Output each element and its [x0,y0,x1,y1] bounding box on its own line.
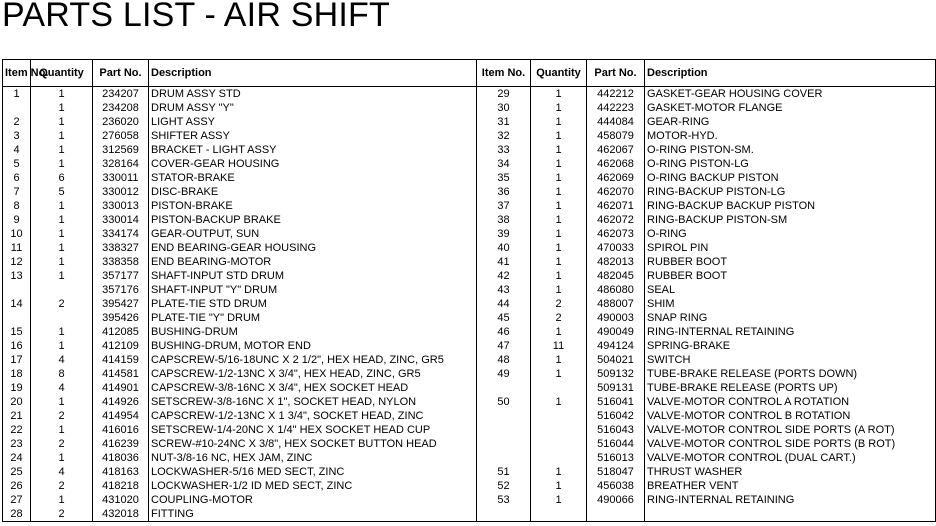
cell-quantity-2: 1 [531,395,587,409]
cell-part-no-2: 486080 [587,283,645,297]
cell-item-no-2: 53 [477,493,531,507]
cell-item-no: 9 [3,213,31,227]
cell-description-2: MOTOR-HYD. [645,129,936,143]
cell-quantity: 2 [31,297,93,311]
cell-item-no-2: 31 [477,115,531,129]
cell-description: SHAFT-INPUT STD DRUM [149,269,477,283]
cell-part-no-2: 442212 [587,87,645,102]
cell-quantity-2: 1 [531,325,587,339]
cell-description-2: SPRING-BRAKE [645,339,936,353]
cell-item-no: 15 [3,325,31,339]
cell-part-no-2: 490003 [587,311,645,325]
cell-description-2: VALVE-MOTOR CONTROL (DUAL CART.) [645,451,936,465]
table-row [3,171,936,185]
cell-part-no: 312569 [93,143,149,157]
cell-quantity: 1 [31,101,93,115]
cell-quantity: 1 [31,423,93,437]
cell-part-no: 412085 [93,325,149,339]
cell-description: SHAFT-INPUT "Y" DRUM [149,283,477,297]
header-description-2: Description [645,60,936,87]
table-row [3,409,936,423]
cell-quantity [31,311,93,325]
cell-part-no: 414159 [93,353,149,367]
cell-item-no: 24 [3,451,31,465]
table-row [3,423,936,437]
cell-part-no: 357177 [93,269,149,283]
cell-description: PLATE-TIE "Y" DRUM [149,311,477,325]
cell-description: CAPSCREW-5/16-18UNC X 2 1/2", HEX HEAD, ZINC, GR5 [149,353,477,367]
cell-quantity: 5 [31,185,93,199]
cell-item-no-2: 38 [477,213,531,227]
cell-part-no: 414901 [93,381,149,395]
cell-item-no-2: 33 [477,143,531,157]
cell-description-2: RING-BACKUP PISTON-LG [645,185,936,199]
cell-description-2: GASKET-MOTOR FLANGE [645,101,936,115]
cell-description: LOCKWASHER-1/2 ID MED SECT, ZINC [149,479,477,493]
cell-quantity-2: 1 [531,101,587,115]
cell-quantity-2: 1 [531,129,587,143]
cell-item-no-2: 32 [477,129,531,143]
cell-part-no-2: 462069 [587,171,645,185]
cell-quantity: 1 [31,87,93,102]
table-row [3,255,936,269]
cell-part-no-2: 462072 [587,213,645,227]
table-row [3,325,936,339]
cell-description-2: RUBBER BOOT [645,255,936,269]
header-description: Description [149,60,477,87]
cell-description: CAPSCREW-1/2-13NC X 3/4", HEX HEAD, ZINC, GR5 [149,367,477,381]
cell-item-no-2: 47 [477,339,531,353]
cell-description: BRACKET - LIGHT ASSY [149,143,477,157]
cell-quantity: 1 [31,157,93,171]
cell-quantity-2 [531,381,587,395]
cell-quantity-2: 1 [531,157,587,171]
cell-part-no-2: 462068 [587,157,645,171]
table-row [3,115,936,129]
cell-quantity-2: 1 [531,241,587,255]
parts-table [2,59,936,522]
cell-description: LIGHT ASSY [149,115,477,129]
cell-part-no: 431020 [93,493,149,507]
cell-description-2: O-RING PISTON-SM. [645,143,936,157]
table-row [3,269,936,283]
cell-item-no-2: 40 [477,241,531,255]
cell-quantity-2 [531,409,587,423]
cell-description: DRUM ASSY STD [149,87,477,102]
cell-part-no: 334174 [93,227,149,241]
cell-item-no-2: 52 [477,479,531,493]
cell-part-no: 357176 [93,283,149,297]
cell-description: PISTON-BACKUP BRAKE [149,213,477,227]
cell-description-2: RING-INTERNAL RETAINING [645,325,936,339]
cell-quantity-2: 1 [531,227,587,241]
cell-quantity: 4 [31,465,93,479]
cell-description: BUSHING-DRUM [149,325,477,339]
cell-item-no-2 [477,381,531,395]
cell-part-no-2: 516042 [587,409,645,423]
cell-description: SETSCREW-3/8-16NC X 1", SOCKET HEAD, NYLON [149,395,477,409]
cell-quantity: 2 [31,437,93,451]
cell-quantity-2: 2 [531,297,587,311]
cell-description: SHIFTER ASSY [149,129,477,143]
cell-description-2: BREATHER VENT [645,479,936,493]
cell-item-no-2: 36 [477,185,531,199]
cell-part-no: 234208 [93,101,149,115]
cell-item-no-2: 45 [477,311,531,325]
cell-item-no: 19 [3,381,31,395]
cell-item-no-2 [477,409,531,423]
cell-part-no-2: 494124 [587,339,645,353]
cell-part-no: 236020 [93,115,149,129]
cell-quantity: 1 [31,339,93,353]
cell-part-no-2: 482013 [587,255,645,269]
cell-description-2: SHIM [645,297,936,311]
cell-quantity: 6 [31,171,93,185]
cell-quantity-2 [531,423,587,437]
cell-description-2: SPIROL PIN [645,241,936,255]
cell-item-no: 10 [3,227,31,241]
cell-quantity: 4 [31,353,93,367]
table-row [3,87,936,102]
cell-item-no: 12 [3,255,31,269]
cell-quantity-2: 1 [531,199,587,213]
cell-part-no: 418163 [93,465,149,479]
cell-part-no-2: 516013 [587,451,645,465]
cell-quantity: 1 [31,213,93,227]
cell-part-no-2: 518047 [587,465,645,479]
cell-quantity-2: 1 [531,115,587,129]
cell-description-2: VALVE-MOTOR CONTROL SIDE PORTS (A ROT) [645,423,936,437]
cell-part-no: 418036 [93,451,149,465]
table-row [3,479,936,493]
cell-quantity: 1 [31,143,93,157]
cell-quantity: 1 [31,325,93,339]
cell-quantity-2: 1 [531,171,587,185]
cell-item-no: 22 [3,423,31,437]
cell-quantity [31,283,93,297]
cell-item-no: 17 [3,353,31,367]
table-row [3,241,936,255]
table-row [3,339,936,353]
cell-item-no: 5 [3,157,31,171]
cell-part-no: 412109 [93,339,149,353]
cell-part-no: 338358 [93,255,149,269]
cell-part-no-2: 462067 [587,143,645,157]
cell-part-no: 330012 [93,185,149,199]
cell-quantity-2: 1 [531,213,587,227]
table-row [3,227,936,241]
cell-description: COUPLING-MOTOR [149,493,477,507]
header-part-no-2: Part No. [587,60,645,87]
cell-part-no: 330011 [93,171,149,185]
cell-quantity: 8 [31,367,93,381]
cell-description: SETSCREW-1/4-20NC X 1/4" HEX SOCKET HEAD CUP [149,423,477,437]
cell-description-2: VALVE-MOTOR CONTROL A ROTATION [645,395,936,409]
cell-part-no-2: 462070 [587,185,645,199]
cell-quantity-2: 2 [531,311,587,325]
cell-part-no-2: 444084 [587,115,645,129]
table-row [3,395,936,409]
cell-quantity: 2 [31,507,93,522]
cell-part-no-2: 490049 [587,325,645,339]
cell-item-no: 13 [3,269,31,283]
cell-description: GEAR-OUTPUT, SUN [149,227,477,241]
cell-part-no: 416239 [93,437,149,451]
cell-part-no: 330014 [93,213,149,227]
cell-quantity-2 [531,507,587,522]
cell-item-no: 20 [3,395,31,409]
table-row [3,129,936,143]
cell-part-no-2: 462073 [587,227,645,241]
cell-quantity-2: 1 [531,465,587,479]
cell-item-no: 4 [3,143,31,157]
cell-part-no: 395427 [93,297,149,311]
header-item-no-2: Item No. [477,60,531,87]
cell-description-2: O-RING PISTON-LG [645,157,936,171]
cell-part-no: 414926 [93,395,149,409]
cell-quantity: 1 [31,255,93,269]
cell-description: NUT-3/8-16 NC, HEX JAM, ZINC [149,451,477,465]
cell-description: CAPSCREW-3/8-16NC X 3/4", HEX SOCKET HEAD [149,381,477,395]
cell-item-no-2: 50 [477,395,531,409]
cell-part-no-2: 462071 [587,199,645,213]
cell-quantity: 2 [31,479,93,493]
cell-item-no: 3 [3,129,31,143]
cell-part-no-2: 458079 [587,129,645,143]
cell-item-no: 25 [3,465,31,479]
cell-quantity: 2 [31,409,93,423]
header-quantity: Quantity [31,60,93,87]
cell-description-2: GASKET-GEAR HOUSING COVER [645,87,936,102]
cell-description-2: VALVE-MOTOR CONTROL SIDE PORTS (B ROT) [645,437,936,451]
table-row [3,493,936,507]
table-row [3,185,936,199]
page-title: PARTS LIST - AIR SHIFT [2,0,390,34]
table-row [3,311,936,325]
cell-item-no: 21 [3,409,31,423]
cell-description-2: TUBE-BRAKE RELEASE (PORTS UP) [645,381,936,395]
cell-description-2: RING-BACKUP PISTON-SM [645,213,936,227]
cell-item-no: 16 [3,339,31,353]
cell-part-no: 276058 [93,129,149,143]
cell-item-no [3,311,31,325]
cell-item-no-2: 48 [477,353,531,367]
cell-part-no: 330013 [93,199,149,213]
cell-quantity-2: 1 [531,255,587,269]
cell-description: PLATE-TIE STD DRUM [149,297,477,311]
cell-description: DISC-BRAKE [149,185,477,199]
cell-part-no-2: 470033 [587,241,645,255]
cell-item-no-2 [477,423,531,437]
cell-item-no-2: 29 [477,87,531,102]
cell-description: FITTING [149,507,477,522]
cell-description: END BEARING-MOTOR [149,255,477,269]
table-row [3,507,936,522]
cell-part-no-2: 456038 [587,479,645,493]
cell-item-no: 2 [3,115,31,129]
cell-part-no: 418218 [93,479,149,493]
table-row [3,367,936,381]
cell-description-2: O-RING [645,227,936,241]
cell-quantity-2: 1 [531,353,587,367]
cell-quantity-2: 1 [531,367,587,381]
cell-part-no-2 [587,507,645,522]
cell-item-no-2: 37 [477,199,531,213]
cell-item-no-2: 49 [477,367,531,381]
cell-quantity-2: 11 [531,339,587,353]
cell-item-no-2 [477,507,531,522]
cell-description: PISTON-BRAKE [149,199,477,213]
cell-item-no-2 [477,451,531,465]
cell-part-no: 338327 [93,241,149,255]
cell-item-no-2: 39 [477,227,531,241]
cell-description-2: O-RING BACKUP PISTON [645,171,936,185]
cell-part-no-2: 504021 [587,353,645,367]
cell-description: COVER-GEAR HOUSING [149,157,477,171]
cell-part-no-2: 509131 [587,381,645,395]
header-quantity-2: Quantity [531,60,587,87]
cell-quantity-2: 1 [531,269,587,283]
cell-quantity-2: 1 [531,87,587,102]
table-row [3,101,936,115]
cell-item-no-2 [477,437,531,451]
cell-part-no-2: 490066 [587,493,645,507]
table-row [3,199,936,213]
header-part-no: Part No. [93,60,149,87]
cell-item-no: 18 [3,367,31,381]
cell-description: CAPSCREW-1/2-13NC X 1 3/4", SOCKET HEAD, ZINC [149,409,477,423]
cell-part-no: 414954 [93,409,149,423]
cell-description: END BEARING-GEAR HOUSING [149,241,477,255]
cell-part-no: 416016 [93,423,149,437]
cell-item-no-2: 30 [477,101,531,115]
cell-item-no: 7 [3,185,31,199]
cell-part-no-2: 516043 [587,423,645,437]
cell-quantity: 1 [31,395,93,409]
cell-item-no: 28 [3,507,31,522]
cell-part-no-2: 509132 [587,367,645,381]
cell-item-no: 6 [3,171,31,185]
cell-description-2: TUBE-BRAKE RELEASE (PORTS DOWN) [645,367,936,381]
cell-quantity: 4 [31,381,93,395]
cell-item-no [3,101,31,115]
header-item-no: Item No. [3,60,31,87]
cell-part-no: 432018 [93,507,149,522]
cell-description-2: RING-INTERNAL RETAINING [645,493,936,507]
table-row [3,451,936,465]
cell-quantity: 1 [31,241,93,255]
table-header-row [3,60,936,87]
cell-description: SCREW-#10-24NC X 3/8", HEX SOCKET BUTTON HEAD [149,437,477,451]
table-row [3,143,936,157]
table-row [3,297,936,311]
cell-part-no-2: 488007 [587,297,645,311]
cell-part-no: 234207 [93,87,149,102]
table-row [3,283,936,297]
cell-item-no: 8 [3,199,31,213]
cell-item-no-2: 44 [477,297,531,311]
cell-quantity-2: 1 [531,493,587,507]
cell-part-no-2: 442223 [587,101,645,115]
cell-quantity-2: 1 [531,283,587,297]
cell-quantity-2: 1 [531,143,587,157]
cell-description-2: RING-BACKUP BACKUP PISTON [645,199,936,213]
table-row [3,157,936,171]
cell-quantity-2: 1 [531,479,587,493]
cell-quantity-2 [531,437,587,451]
cell-description: BUSHING-DRUM, MOTOR END [149,339,477,353]
cell-item-no-2: 34 [477,157,531,171]
cell-part-no: 395426 [93,311,149,325]
cell-item-no: 1 [3,87,31,102]
cell-description-2: SWITCH [645,353,936,367]
cell-description: STATOR-BRAKE [149,171,477,185]
cell-description-2: SNAP RING [645,311,936,325]
cell-item-no-2: 35 [477,171,531,185]
cell-description: DRUM ASSY "Y" [149,101,477,115]
table-row [3,381,936,395]
cell-item-no-2: 46 [477,325,531,339]
cell-item-no: 23 [3,437,31,451]
cell-description-2: THRUST WASHER [645,465,936,479]
cell-description-2: RUBBER BOOT [645,269,936,283]
cell-item-no-2: 42 [477,269,531,283]
cell-item-no: 14 [3,297,31,311]
cell-item-no: 26 [3,479,31,493]
cell-part-no-2: 516044 [587,437,645,451]
cell-item-no-2: 43 [477,283,531,297]
cell-description-2: GEAR-RING [645,115,936,129]
table-row [3,437,936,451]
cell-quantity: 1 [31,199,93,213]
cell-quantity: 1 [31,451,93,465]
cell-part-no: 414581 [93,367,149,381]
cell-description-2: VALVE-MOTOR CONTROL B ROTATION [645,409,936,423]
cell-quantity: 1 [31,269,93,283]
cell-quantity: 1 [31,227,93,241]
cell-quantity: 1 [31,129,93,143]
cell-item-no [3,283,31,297]
cell-part-no-2: 516041 [587,395,645,409]
cell-description-2 [645,507,936,522]
cell-item-no-2: 51 [477,465,531,479]
cell-item-no-2: 41 [477,255,531,269]
cell-part-no-2: 482045 [587,269,645,283]
table-row [3,213,936,227]
cell-quantity-2: 1 [531,185,587,199]
cell-quantity-2 [531,451,587,465]
table-row [3,353,936,367]
cell-item-no: 11 [3,241,31,255]
cell-description-2: SEAL [645,283,936,297]
cell-part-no: 328164 [93,157,149,171]
cell-quantity: 1 [31,493,93,507]
cell-description: LOCKWASHER-5/16 MED SECT, ZINC [149,465,477,479]
cell-item-no: 27 [3,493,31,507]
table-row [3,465,936,479]
cell-quantity: 1 [31,115,93,129]
